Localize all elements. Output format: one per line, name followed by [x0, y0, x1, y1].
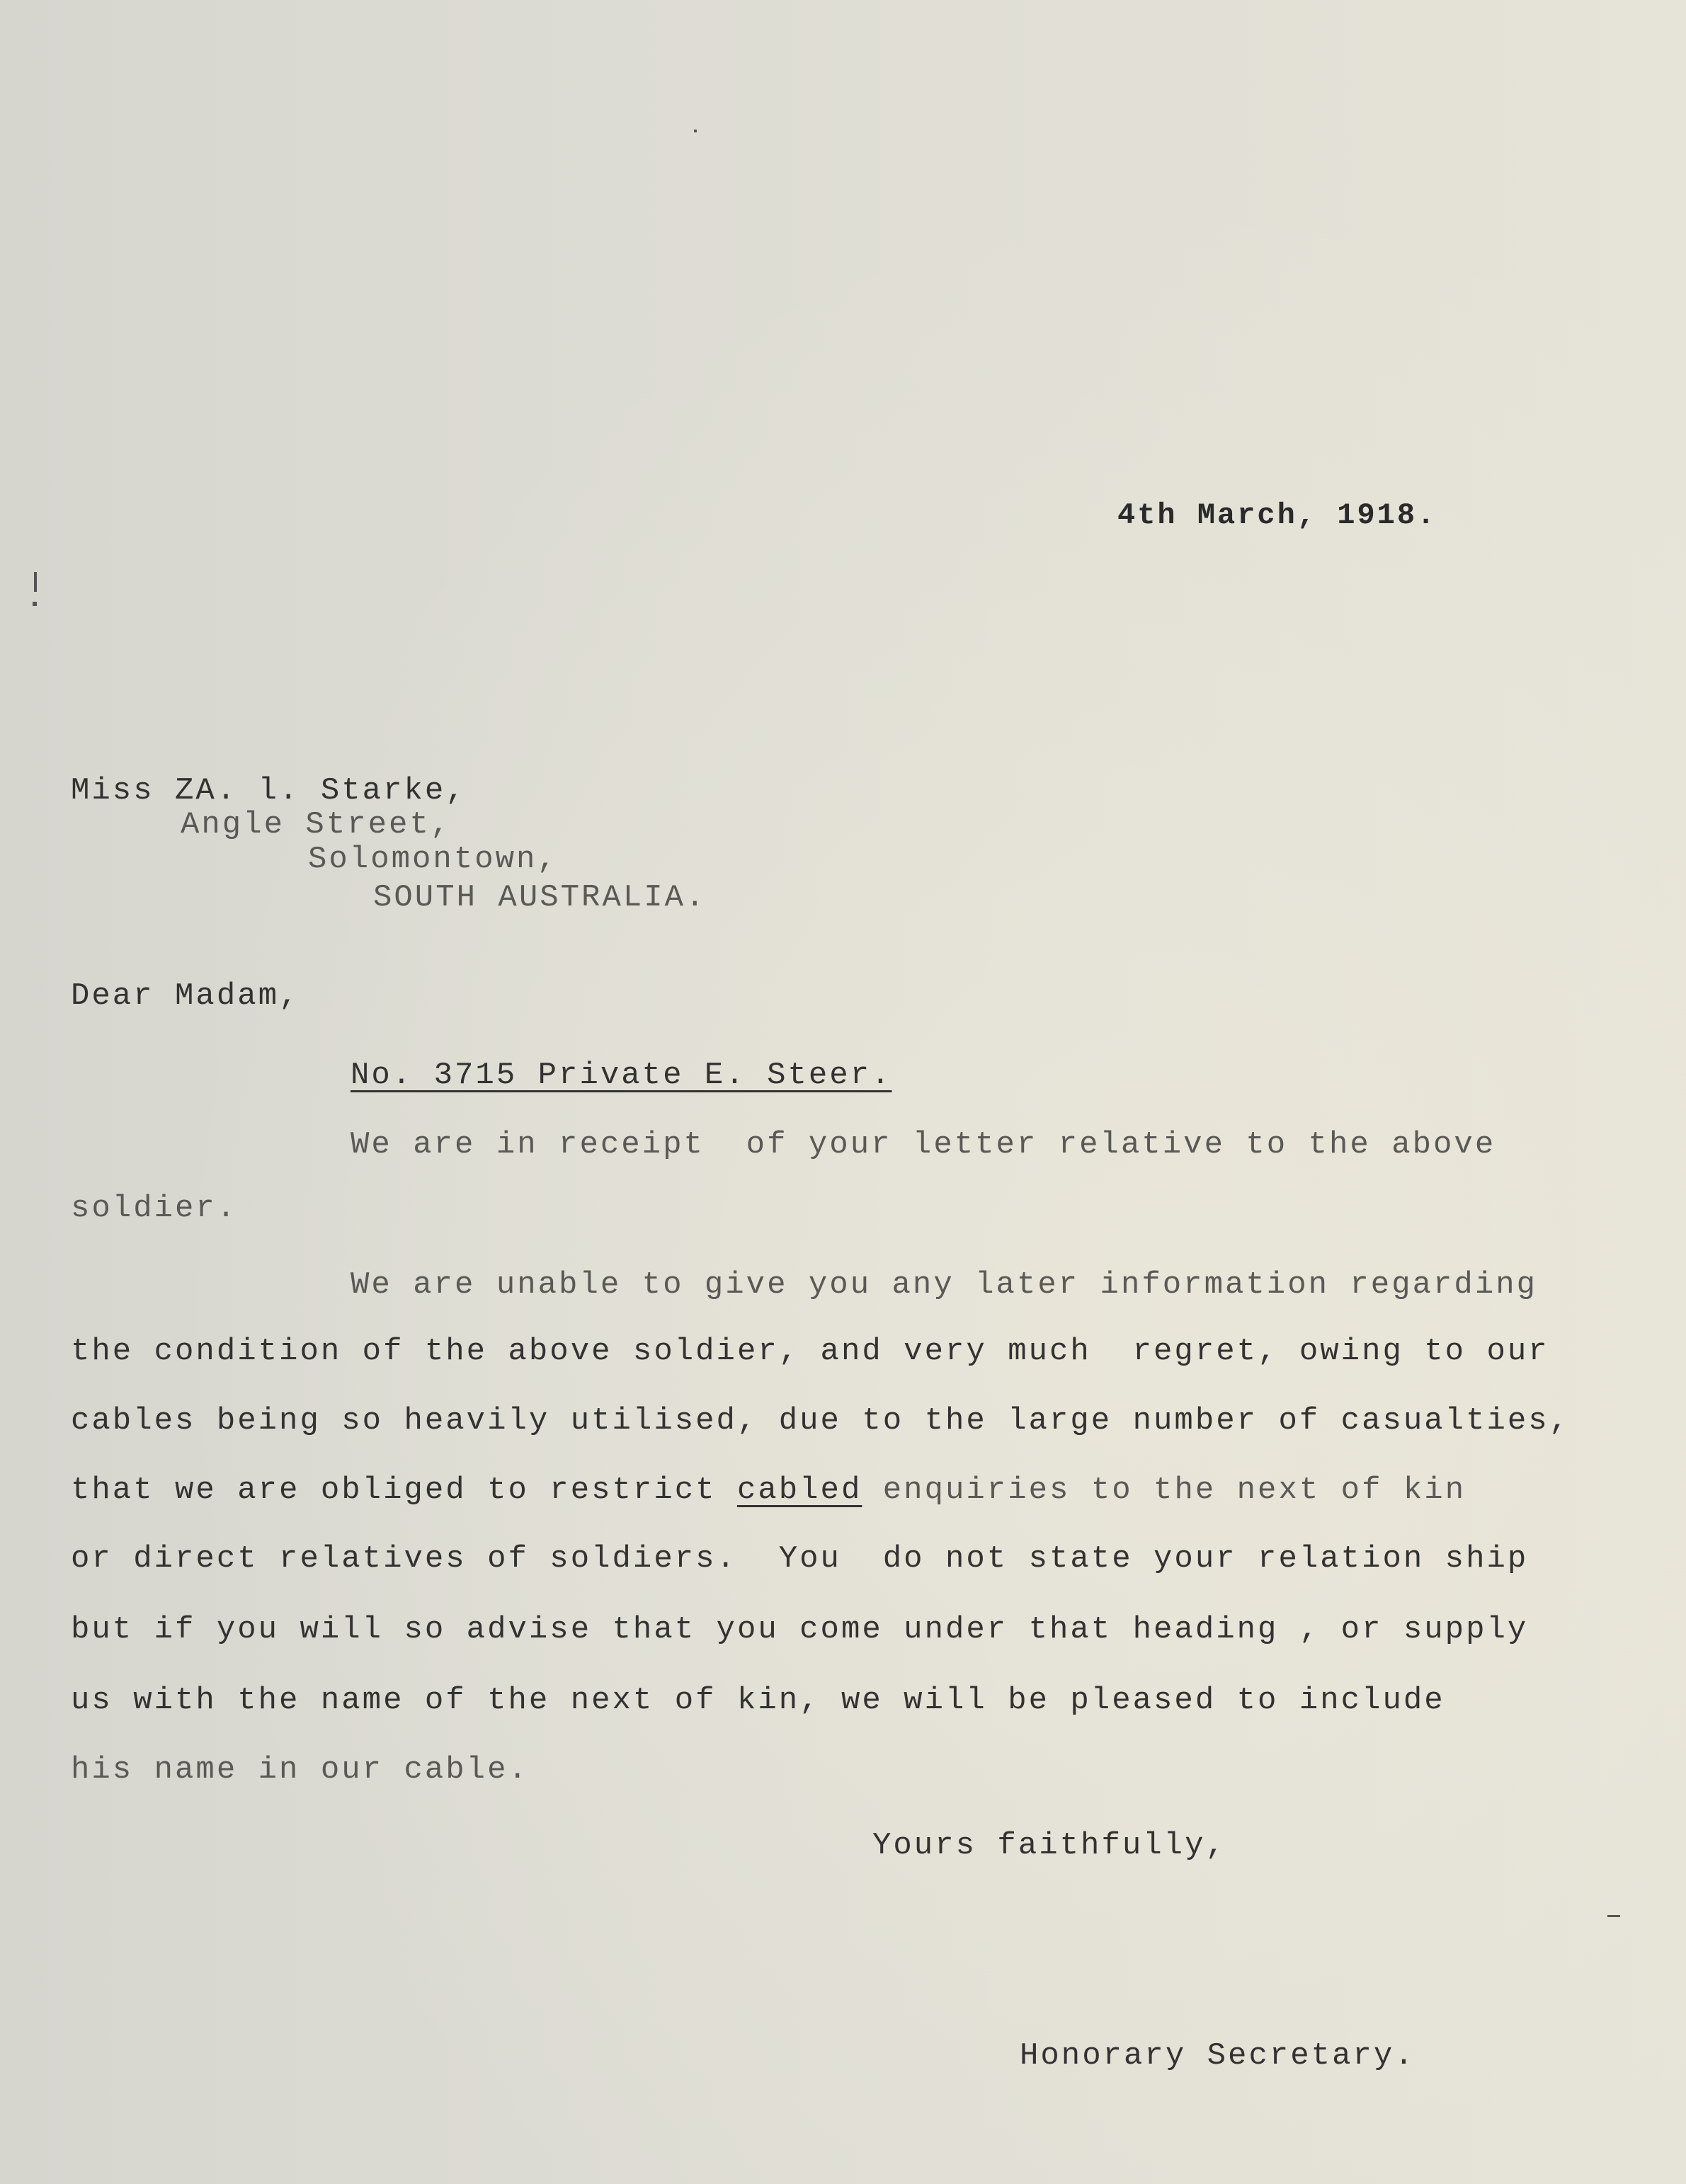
- margin-mark: [1607, 1915, 1620, 1917]
- paragraph-line: We are in receipt of your letter relative to the above: [351, 1127, 1496, 1162]
- margin-mark: [34, 572, 37, 592]
- paragraph-line: but if you will so advise that you come under that heading , or supply: [71, 1612, 1529, 1647]
- underlined-word: cabled: [736, 1473, 862, 1508]
- subject-line: No. 3715 Private E. Steer.: [351, 1058, 892, 1093]
- text-segment: that we are obliged to restrict: [71, 1473, 737, 1508]
- paragraph-line: [71, 1475, 1466, 1506]
- text-segment: enquiries to the next of kin: [862, 1473, 1466, 1508]
- paragraph-line: us with the name of the next of kin, we will be pleased to include: [71, 1683, 1445, 1718]
- paragraph-line: the condition of the above soldier, and very much regret, owing to our: [71, 1334, 1549, 1369]
- salutation: Dear Madam,: [71, 978, 300, 1014]
- paragraph-line: cables being so heavily utilised, due to the large number of casualties,: [71, 1403, 1571, 1439]
- recipient-country: SOUTH AUSTRALIA.: [373, 880, 707, 915]
- closing: Yours faithfully,: [872, 1828, 1226, 1863]
- paragraph-line: soldier.: [71, 1191, 238, 1226]
- letter-date: 4th March, 1918.: [1117, 498, 1437, 532]
- paragraph-line: his name in our cable.: [71, 1752, 529, 1788]
- margin-mark: [694, 130, 697, 132]
- recipient-street: Angle Street,: [181, 807, 452, 842]
- paragraph-line: We are unable to give you any later information regarding: [351, 1267, 1538, 1303]
- recipient-name: Miss ZA. l. Starke,: [71, 773, 467, 808]
- margin-mark: [33, 602, 37, 606]
- recipient-town: Solomontown,: [308, 842, 558, 877]
- paragraph-line: or direct relatives of soldiers. You do not state your relation ship: [71, 1541, 1529, 1577]
- signature-title: Honorary Secretary.: [1020, 2038, 1416, 2074]
